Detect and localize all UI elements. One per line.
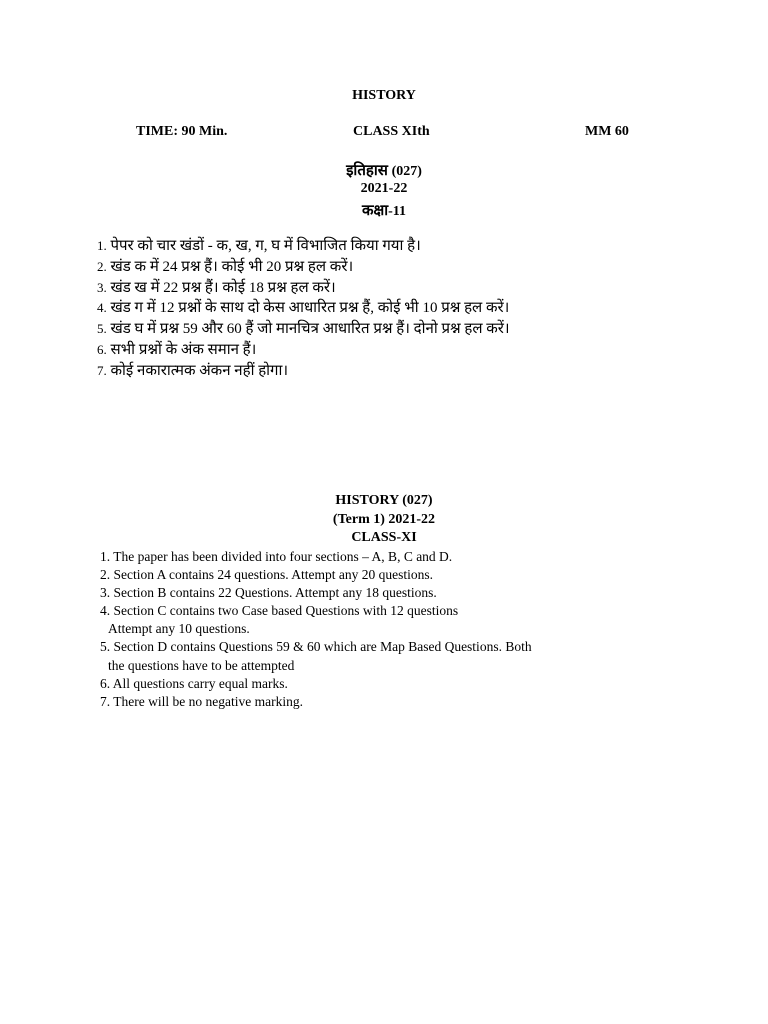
hindi-class-number: -11 — [388, 204, 407, 219]
item-text: कोई नकारात्मक अंकन नहीं होगा। — [110, 362, 289, 379]
hindi-subject-heading — [0, 160, 768, 180]
hindi-instruction-item — [97, 319, 510, 340]
exam-class: CLASS XIth — [353, 124, 430, 139]
item-number: 6. — [97, 341, 107, 357]
page-title: HISTORY — [352, 88, 416, 103]
hindi-instruction-item — [97, 236, 510, 257]
item-text: पेपर को चार खंडों - क, ख, ग, घ में विभाजित किया गया है। — [110, 238, 421, 254]
english-instruction-line: Attempt any 10 questions. — [108, 621, 250, 637]
item-number: 5. — [97, 321, 107, 337]
item-text: खंड क में 24 प्रश्न हैं। कोई भी 20 प्रश्न हल करें। — [110, 258, 354, 275]
hindi-instruction-item — [97, 298, 510, 319]
hindi-subject: इतिहास — [346, 163, 388, 179]
hindi-instruction-item — [97, 278, 510, 299]
english-instruction-line: 1. The paper has been divided into four sections – A, B, C and D. — [100, 549, 453, 564]
item-text: खंड घ में प्रश्न 59 और 60 हैं जो मानचित्र आधारित प्रश्न हैं। दोनो प्रश्न हल करें। — [110, 321, 510, 338]
english-title: HISTORY (027) — [335, 493, 433, 508]
english-instruction-line: the questions have to be attempted — [108, 657, 295, 673]
item-number: 3. — [97, 279, 107, 295]
hindi-year: 2021-22 — [360, 181, 408, 196]
item-number: 2. — [97, 258, 107, 274]
hindi-subject-code: (027) — [391, 164, 422, 179]
item-text: खंड ग में 12 प्रश्नों के साथ दो केस आधारित प्रश्न हैं, कोई भी 10 प्रश्न हल करें। — [110, 300, 510, 317]
hindi-class-heading — [0, 200, 768, 220]
english-instruction-line: 2. Section A contains 24 questions. Attempt any 20 questions. — [100, 567, 433, 583]
exam-time: TIME: 90 Min. — [136, 124, 228, 139]
english-instructions — [100, 548, 532, 711]
item-text: सभी प्रश्नों के अंक समान हैं। — [110, 341, 257, 358]
hindi-instruction-item — [97, 340, 510, 361]
english-instruction-line: 6. All questions carry equal marks. — [100, 675, 288, 691]
hindi-instruction-item — [97, 257, 510, 278]
hindi-instructions — [97, 236, 510, 382]
english-instruction-line: 3. Section B contains 22 Questions. Attempt any 18 questions. — [100, 585, 437, 601]
english-instruction-line: 7. There will be no negative marking. — [100, 693, 303, 709]
item-number: 1. — [97, 238, 107, 253]
max-marks: MM 60 — [585, 124, 629, 139]
item-number: 7. — [97, 362, 107, 378]
hindi-instruction-item — [97, 361, 510, 382]
english-instruction-line: 4. Section C contains two Case based Questions with 12 questions — [100, 603, 459, 619]
english-class: CLASS-XI — [351, 530, 417, 545]
item-text: खंड ख में 22 प्रश्न हैं। कोई 18 प्रश्न हल करें। — [110, 279, 336, 296]
english-term: (Term 1) 2021-22 — [332, 512, 436, 527]
english-instruction-line: 5. Section D contains Questions 59 & 60 which are Map Based Questions. Both — [100, 639, 532, 655]
hindi-class-word: कक्षा — [361, 203, 389, 219]
item-number: 4. — [97, 300, 107, 316]
